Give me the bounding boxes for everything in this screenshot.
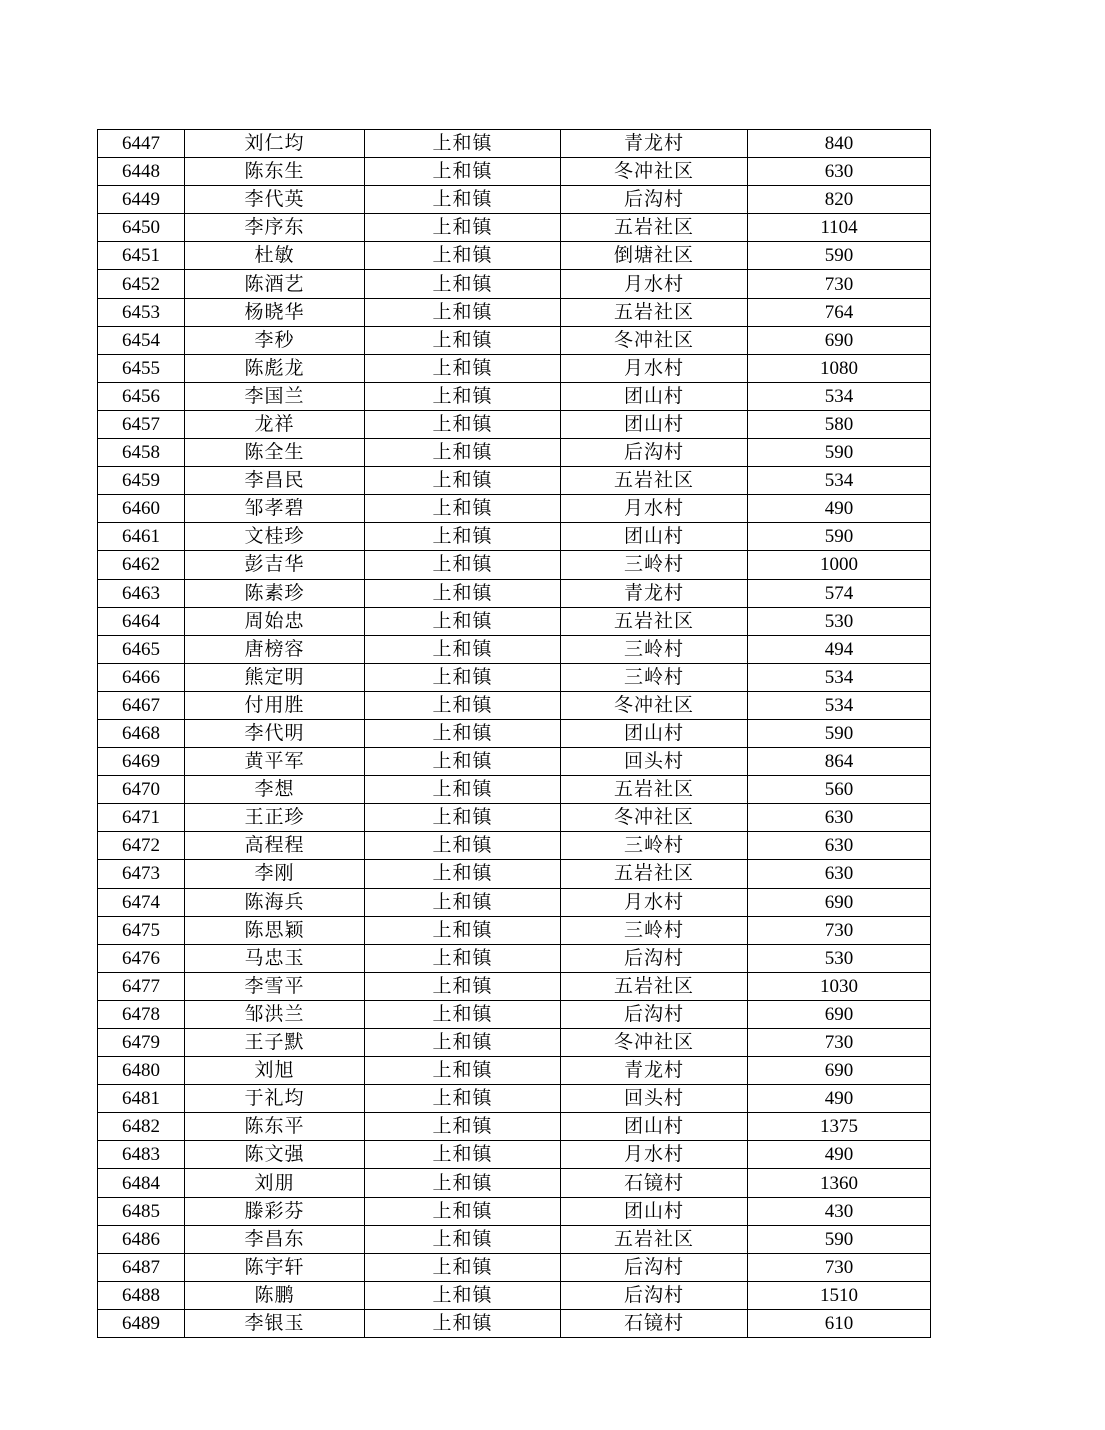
table-row	[98, 1141, 931, 1169]
amount-cell: 1080	[748, 354, 931, 382]
name-cell: 陈海兵	[185, 888, 365, 916]
town-cell: 上和镇	[365, 1197, 561, 1225]
table-row	[98, 130, 931, 158]
village-cell: 团山村	[561, 1113, 748, 1141]
table-row	[98, 804, 931, 832]
amount-cell: 730	[748, 916, 931, 944]
id-cell: 6486	[98, 1225, 185, 1253]
village-cell: 五岩社区	[561, 1225, 748, 1253]
amount-cell: 490	[748, 495, 931, 523]
village-cell: 石镜村	[561, 1169, 748, 1197]
amount-cell: 1360	[748, 1169, 931, 1197]
table-row	[98, 382, 931, 410]
name-cell: 李想	[185, 776, 365, 804]
amount-cell: 820	[748, 186, 931, 214]
name-cell: 李银玉	[185, 1309, 365, 1337]
amount-cell: 494	[748, 635, 931, 663]
name-cell: 陈素珍	[185, 579, 365, 607]
table-row	[98, 214, 931, 242]
id-cell: 6477	[98, 972, 185, 1000]
town-cell: 上和镇	[365, 410, 561, 438]
name-cell: 刘旭	[185, 1057, 365, 1085]
id-cell: 6462	[98, 551, 185, 579]
town-cell: 上和镇	[365, 832, 561, 860]
town-cell: 上和镇	[365, 523, 561, 551]
table-row	[98, 354, 931, 382]
id-cell: 6468	[98, 719, 185, 747]
name-cell: 邹洪兰	[185, 1000, 365, 1028]
table-row	[98, 888, 931, 916]
town-cell: 上和镇	[365, 1169, 561, 1197]
name-cell: 李序东	[185, 214, 365, 242]
amount-cell: 1104	[748, 214, 931, 242]
amount-cell: 534	[748, 382, 931, 410]
amount-cell: 590	[748, 523, 931, 551]
village-cell: 冬冲社区	[561, 326, 748, 354]
name-cell: 陈酒艺	[185, 270, 365, 298]
name-cell: 陈彪龙	[185, 354, 365, 382]
id-cell: 6483	[98, 1141, 185, 1169]
amount-cell: 580	[748, 410, 931, 438]
id-cell: 6489	[98, 1309, 185, 1337]
table-row	[98, 242, 931, 270]
amount-cell: 534	[748, 467, 931, 495]
table-row	[98, 270, 931, 298]
amount-cell: 534	[748, 663, 931, 691]
id-cell: 6476	[98, 944, 185, 972]
id-cell: 6460	[98, 495, 185, 523]
table-row	[98, 326, 931, 354]
amount-cell: 1375	[748, 1113, 931, 1141]
town-cell: 上和镇	[365, 804, 561, 832]
village-cell: 青龙村	[561, 579, 748, 607]
table-row	[98, 467, 931, 495]
village-cell: 五岩社区	[561, 972, 748, 1000]
id-cell: 6470	[98, 776, 185, 804]
village-cell: 后沟村	[561, 1000, 748, 1028]
town-cell: 上和镇	[365, 354, 561, 382]
town-cell: 上和镇	[365, 916, 561, 944]
amount-cell: 560	[748, 776, 931, 804]
village-cell: 后沟村	[561, 439, 748, 467]
name-cell: 文桂珍	[185, 523, 365, 551]
village-cell: 月水村	[561, 495, 748, 523]
town-cell: 上和镇	[365, 944, 561, 972]
town-cell: 上和镇	[365, 158, 561, 186]
village-cell: 倒塘社区	[561, 242, 748, 270]
town-cell: 上和镇	[365, 748, 561, 776]
id-cell: 6488	[98, 1281, 185, 1309]
table-row	[98, 186, 931, 214]
name-cell: 陈文强	[185, 1141, 365, 1169]
village-cell: 月水村	[561, 1141, 748, 1169]
village-cell: 团山村	[561, 382, 748, 410]
id-cell: 6448	[98, 158, 185, 186]
village-cell: 回头村	[561, 748, 748, 776]
name-cell: 付用胜	[185, 691, 365, 719]
id-cell: 6465	[98, 635, 185, 663]
table-row	[98, 410, 931, 438]
table-row	[98, 158, 931, 186]
amount-cell: 630	[748, 860, 931, 888]
table-row	[98, 607, 931, 635]
name-cell: 刘仁均	[185, 130, 365, 158]
town-cell: 上和镇	[365, 691, 561, 719]
amount-cell: 730	[748, 1029, 931, 1057]
id-cell: 6461	[98, 523, 185, 551]
town-cell: 上和镇	[365, 1141, 561, 1169]
table-row	[98, 972, 931, 1000]
amount-cell: 630	[748, 158, 931, 186]
amount-cell: 1510	[748, 1281, 931, 1309]
table-row	[98, 719, 931, 747]
town-cell: 上和镇	[365, 242, 561, 270]
town-cell: 上和镇	[365, 1253, 561, 1281]
table-row	[98, 691, 931, 719]
town-cell: 上和镇	[365, 860, 561, 888]
amount-cell: 590	[748, 439, 931, 467]
roster-table-body	[98, 130, 931, 1338]
id-cell: 6463	[98, 579, 185, 607]
table-row	[98, 523, 931, 551]
village-cell: 月水村	[561, 888, 748, 916]
town-cell: 上和镇	[365, 719, 561, 747]
name-cell: 邹孝碧	[185, 495, 365, 523]
amount-cell: 430	[748, 1197, 931, 1225]
village-cell: 三岭村	[561, 635, 748, 663]
village-cell: 冬冲社区	[561, 804, 748, 832]
town-cell: 上和镇	[365, 1309, 561, 1337]
amount-cell: 690	[748, 1057, 931, 1085]
village-cell: 五岩社区	[561, 214, 748, 242]
village-cell: 三岭村	[561, 551, 748, 579]
id-cell: 6453	[98, 298, 185, 326]
village-cell: 五岩社区	[561, 607, 748, 635]
id-cell: 6485	[98, 1197, 185, 1225]
name-cell: 李代明	[185, 719, 365, 747]
village-cell: 后沟村	[561, 1281, 748, 1309]
name-cell: 陈东平	[185, 1113, 365, 1141]
id-cell: 6450	[98, 214, 185, 242]
village-cell: 冬冲社区	[561, 1029, 748, 1057]
town-cell: 上和镇	[365, 1057, 561, 1085]
table-row	[98, 832, 931, 860]
name-cell: 周始忠	[185, 607, 365, 635]
amount-cell: 610	[748, 1309, 931, 1337]
town-cell: 上和镇	[365, 298, 561, 326]
id-cell: 6484	[98, 1169, 185, 1197]
village-cell: 后沟村	[561, 944, 748, 972]
table-row	[98, 1085, 931, 1113]
name-cell: 王正珍	[185, 804, 365, 832]
town-cell: 上和镇	[365, 467, 561, 495]
town-cell: 上和镇	[365, 663, 561, 691]
town-cell: 上和镇	[365, 776, 561, 804]
id-cell: 6479	[98, 1029, 185, 1057]
table-row	[98, 776, 931, 804]
name-cell: 黄平军	[185, 748, 365, 776]
town-cell: 上和镇	[365, 1029, 561, 1057]
name-cell: 李国兰	[185, 382, 365, 410]
town-cell: 上和镇	[365, 439, 561, 467]
table-row	[98, 1169, 931, 1197]
village-cell: 三岭村	[561, 916, 748, 944]
table-row	[98, 663, 931, 691]
table-row	[98, 1309, 931, 1337]
town-cell: 上和镇	[365, 579, 561, 607]
name-cell: 杨晓华	[185, 298, 365, 326]
table-row	[98, 1197, 931, 1225]
name-cell: 李代英	[185, 186, 365, 214]
table-row	[98, 1253, 931, 1281]
table-row	[98, 1113, 931, 1141]
amount-cell: 530	[748, 944, 931, 972]
name-cell: 高程程	[185, 832, 365, 860]
id-cell: 6480	[98, 1057, 185, 1085]
town-cell: 上和镇	[365, 214, 561, 242]
id-cell: 6473	[98, 860, 185, 888]
id-cell: 6459	[98, 467, 185, 495]
amount-cell: 730	[748, 270, 931, 298]
table-row	[98, 635, 931, 663]
id-cell: 6455	[98, 354, 185, 382]
town-cell: 上和镇	[365, 551, 561, 579]
name-cell: 陈鹏	[185, 1281, 365, 1309]
town-cell: 上和镇	[365, 1113, 561, 1141]
amount-cell: 864	[748, 748, 931, 776]
name-cell: 龙祥	[185, 410, 365, 438]
town-cell: 上和镇	[365, 1085, 561, 1113]
village-cell: 五岩社区	[561, 776, 748, 804]
table-row	[98, 1225, 931, 1253]
town-cell: 上和镇	[365, 270, 561, 298]
name-cell: 李雪平	[185, 972, 365, 1000]
town-cell: 上和镇	[365, 382, 561, 410]
id-cell: 6466	[98, 663, 185, 691]
name-cell: 熊定明	[185, 663, 365, 691]
table-row	[98, 579, 931, 607]
name-cell: 唐榜容	[185, 635, 365, 663]
table-row	[98, 944, 931, 972]
village-cell: 团山村	[561, 410, 748, 438]
village-cell: 冬冲社区	[561, 691, 748, 719]
amount-cell: 1030	[748, 972, 931, 1000]
town-cell: 上和镇	[365, 186, 561, 214]
amount-cell: 730	[748, 1253, 931, 1281]
village-cell: 五岩社区	[561, 467, 748, 495]
village-cell: 石镜村	[561, 1309, 748, 1337]
table-row	[98, 748, 931, 776]
id-cell: 6487	[98, 1253, 185, 1281]
village-cell: 团山村	[561, 523, 748, 551]
id-cell: 6481	[98, 1085, 185, 1113]
id-cell: 6464	[98, 607, 185, 635]
town-cell: 上和镇	[365, 326, 561, 354]
name-cell: 陈东生	[185, 158, 365, 186]
amount-cell: 590	[748, 1225, 931, 1253]
name-cell: 刘朋	[185, 1169, 365, 1197]
id-cell: 6467	[98, 691, 185, 719]
town-cell: 上和镇	[365, 607, 561, 635]
table-row	[98, 495, 931, 523]
id-cell: 6474	[98, 888, 185, 916]
id-cell: 6457	[98, 410, 185, 438]
name-cell: 陈思颖	[185, 916, 365, 944]
town-cell: 上和镇	[365, 130, 561, 158]
table-row	[98, 1029, 931, 1057]
id-cell: 6454	[98, 326, 185, 354]
amount-cell: 840	[748, 130, 931, 158]
amount-cell: 690	[748, 1000, 931, 1028]
name-cell: 马忠玉	[185, 944, 365, 972]
name-cell: 王子默	[185, 1029, 365, 1057]
id-cell: 6475	[98, 916, 185, 944]
id-cell: 6452	[98, 270, 185, 298]
village-cell: 后沟村	[561, 186, 748, 214]
name-cell: 彭吉华	[185, 551, 365, 579]
amount-cell: 764	[748, 298, 931, 326]
amount-cell: 690	[748, 888, 931, 916]
amount-cell: 590	[748, 719, 931, 747]
id-cell: 6482	[98, 1113, 185, 1141]
roster-table	[97, 129, 931, 1338]
table-row	[98, 1057, 931, 1085]
amount-cell: 630	[748, 804, 931, 832]
village-cell: 三岭村	[561, 663, 748, 691]
table-row	[98, 298, 931, 326]
amount-cell: 534	[748, 691, 931, 719]
village-cell: 回头村	[561, 1085, 748, 1113]
id-cell: 6478	[98, 1000, 185, 1028]
town-cell: 上和镇	[365, 495, 561, 523]
village-cell: 后沟村	[561, 1253, 748, 1281]
village-cell: 青龙村	[561, 130, 748, 158]
table-row	[98, 439, 931, 467]
town-cell: 上和镇	[365, 1281, 561, 1309]
id-cell: 6471	[98, 804, 185, 832]
village-cell: 三岭村	[561, 832, 748, 860]
name-cell: 李刚	[185, 860, 365, 888]
town-cell: 上和镇	[365, 635, 561, 663]
amount-cell: 530	[748, 607, 931, 635]
amount-cell: 574	[748, 579, 931, 607]
id-cell: 6472	[98, 832, 185, 860]
table-row	[98, 551, 931, 579]
town-cell: 上和镇	[365, 888, 561, 916]
town-cell: 上和镇	[365, 1225, 561, 1253]
amount-cell: 630	[748, 832, 931, 860]
id-cell: 6447	[98, 130, 185, 158]
amount-cell: 590	[748, 242, 931, 270]
name-cell: 李秒	[185, 326, 365, 354]
name-cell: 陈宇轩	[185, 1253, 365, 1281]
id-cell: 6451	[98, 242, 185, 270]
id-cell: 6458	[98, 439, 185, 467]
amount-cell: 690	[748, 326, 931, 354]
village-cell: 团山村	[561, 719, 748, 747]
table-row	[98, 1281, 931, 1309]
id-cell: 6469	[98, 748, 185, 776]
amount-cell: 1000	[748, 551, 931, 579]
amount-cell: 490	[748, 1085, 931, 1113]
town-cell: 上和镇	[365, 1000, 561, 1028]
name-cell: 李昌东	[185, 1225, 365, 1253]
town-cell: 上和镇	[365, 972, 561, 1000]
village-cell: 月水村	[561, 270, 748, 298]
table-row	[98, 860, 931, 888]
amount-cell: 490	[748, 1141, 931, 1169]
name-cell: 李昌民	[185, 467, 365, 495]
name-cell: 陈全生	[185, 439, 365, 467]
village-cell: 团山村	[561, 1197, 748, 1225]
village-cell: 五岩社区	[561, 860, 748, 888]
village-cell: 月水村	[561, 354, 748, 382]
name-cell: 滕彩芬	[185, 1197, 365, 1225]
village-cell: 五岩社区	[561, 298, 748, 326]
name-cell: 于礼均	[185, 1085, 365, 1113]
name-cell: 杜敏	[185, 242, 365, 270]
id-cell: 6449	[98, 186, 185, 214]
id-cell: 6456	[98, 382, 185, 410]
table-row	[98, 1000, 931, 1028]
village-cell: 青龙村	[561, 1057, 748, 1085]
village-cell: 冬冲社区	[561, 158, 748, 186]
table-row	[98, 916, 931, 944]
